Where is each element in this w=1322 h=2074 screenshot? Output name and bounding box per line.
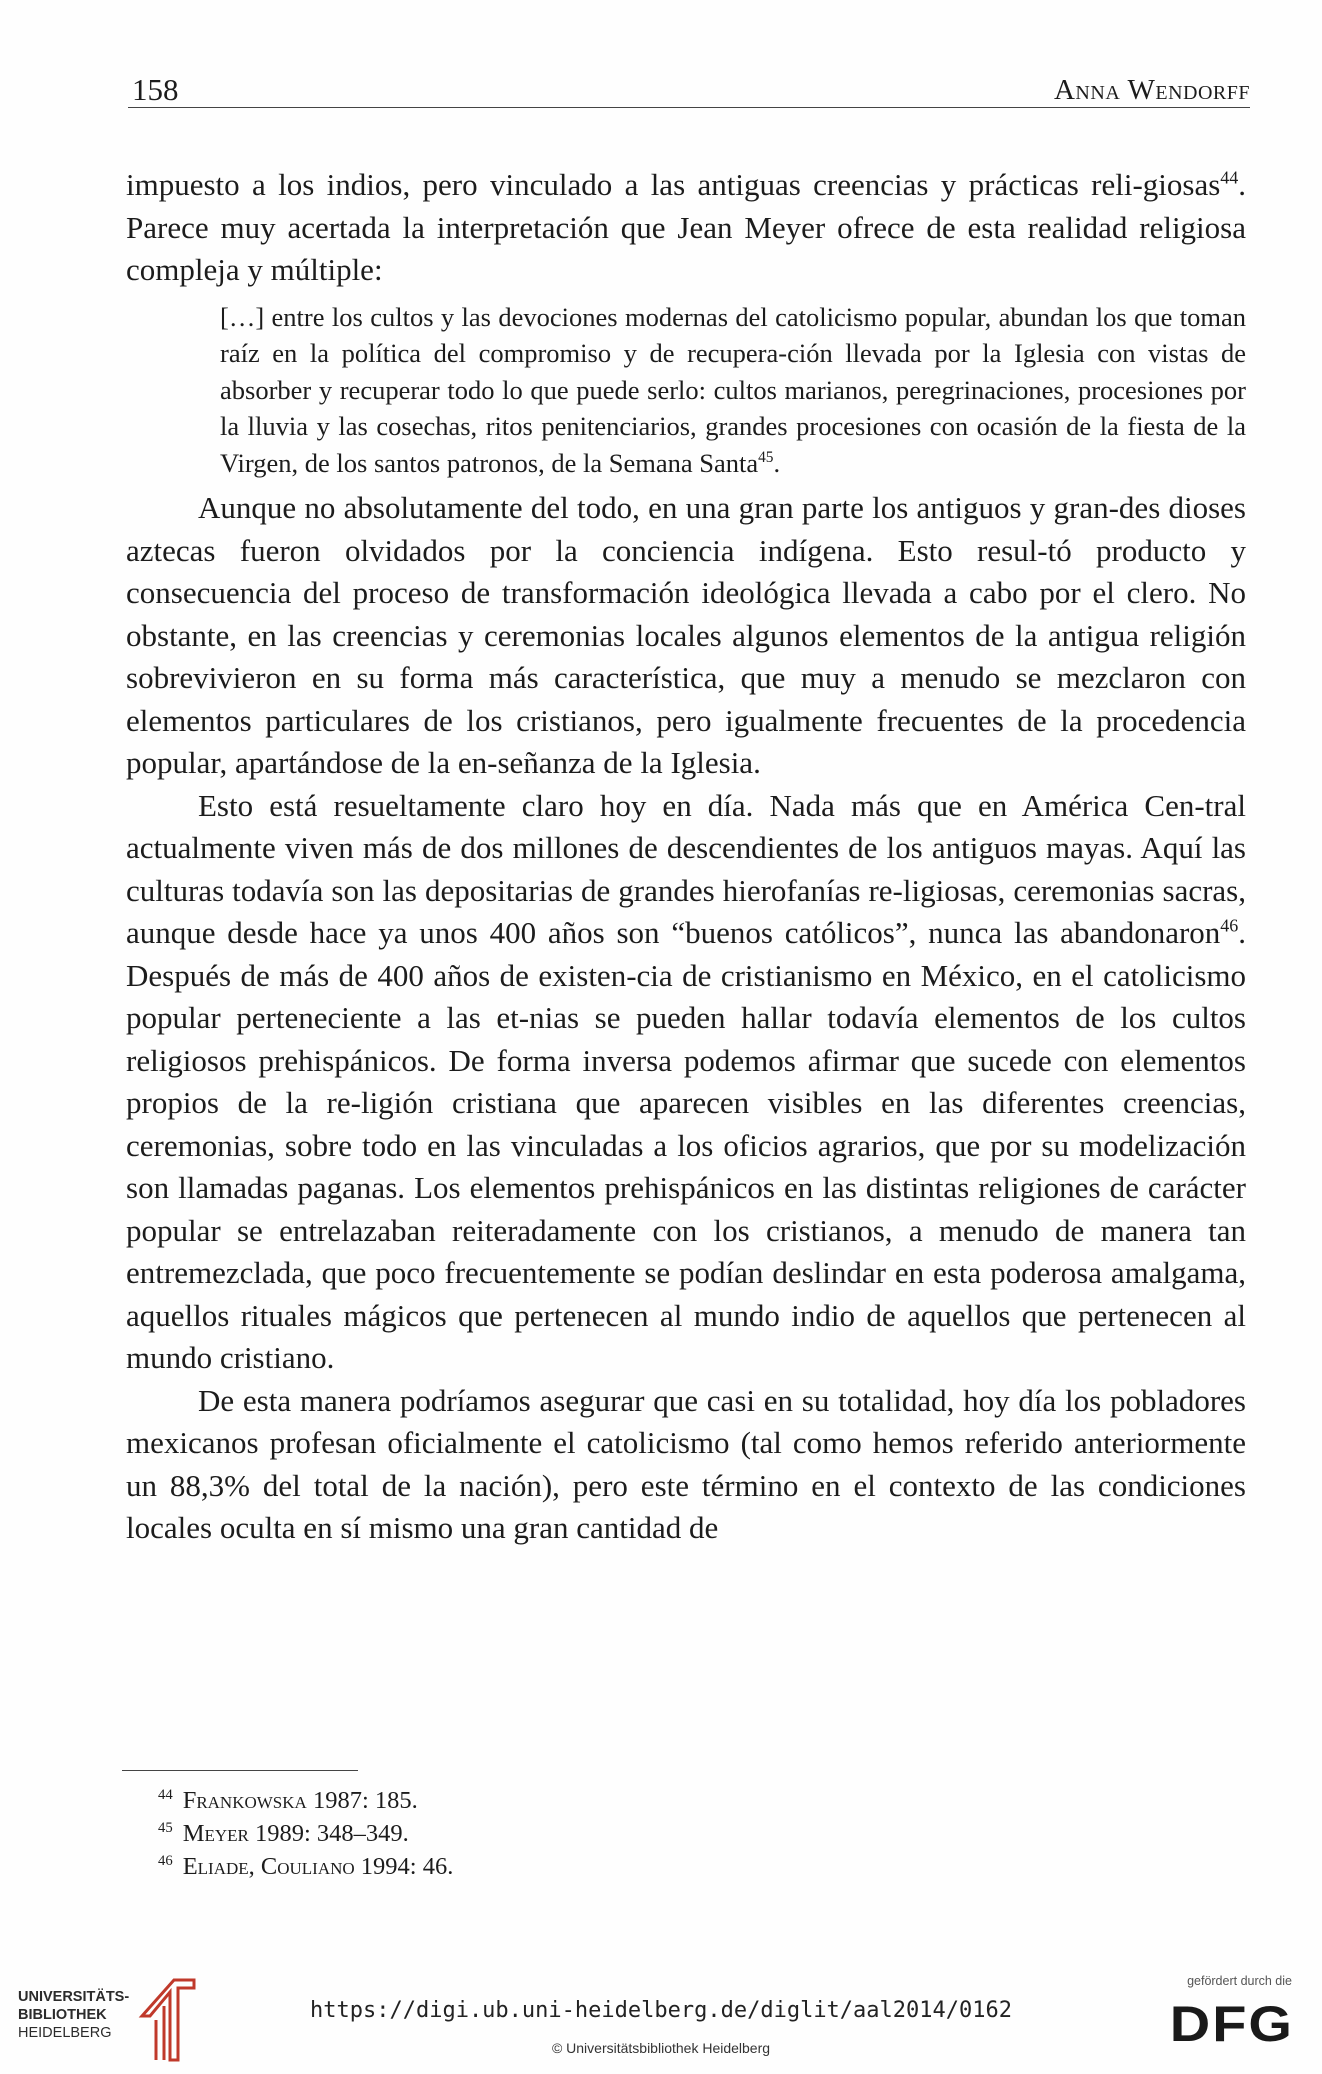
footnote-ref-45[interactable]: 45	[758, 449, 774, 467]
block-quote	[126, 299, 1246, 482]
footnote-45	[158, 1817, 453, 1850]
paragraph-3	[126, 785, 1246, 1380]
page-number: 158	[132, 72, 179, 107]
block-quote-end: .	[773, 447, 781, 478]
footnote-rule	[122, 1770, 358, 1771]
running-head: Anna Wendorff	[1053, 74, 1250, 106]
block-quote-wrap	[126, 299, 1246, 482]
dfg-logo-icon[interactable]: DFG	[1169, 1995, 1294, 2052]
footnote-author: Meyer	[182, 1820, 249, 1847]
permalink-url[interactable]: https://digi.ub.uni-heidelberg.de/diglit/aal2014/0162	[310, 1998, 1012, 2023]
paragraph-1-text-b: . Parece muy acertada la interpretación que Jean Meyer ofrece de esta realidad religiosa compleja y múltiple:	[126, 167, 1246, 287]
library-name-line-2: BIBLIOTHEK	[18, 2007, 107, 2023]
footnote-ref-46[interactable]: 46	[1220, 916, 1239, 937]
footnotes	[158, 1784, 453, 1883]
footnote-author: Eliade, Couliano	[182, 1853, 355, 1880]
body-text	[126, 164, 1246, 1550]
header-rule	[128, 107, 1250, 108]
paragraph-2: Aunque no absolutamente del todo, en una gran parte los antiguos y gran-des dioses aztecas fueron olvidados por la conciencia indígena. Esto resul-tó producto y consecuencia del proceso de transformación ideológica llevada a cabo por el clero. No obstante, en las creencias y ceremonias locales algunos elementos de la antigua religión sobrevivieron en su forma más característica, que muy a menudo se mezclaron con elementos particulares de los cristianos, pero igualmente frecuentes de la procedencia popular, apartándose de la en-señanza de la Iglesia.	[126, 490, 1246, 781]
paragraph-1	[126, 164, 1246, 292]
paragraph-3-text-a: Esto está resueltamente claro hoy en día. Nada más que en América Cen-tral actualmente viven más de dos millones de descendientes de los antiguos mayas. Aquí las culturas todavía son las depositarias de grandes hierofanías re-ligiosas, ceremonias sacras, aunque desde hace ya unos 400 años son “buenos católicos”, nunca las abandonaron	[126, 787, 1246, 951]
paragraph-1-text-a: impuesto a los indios, pero vinculado a las antiguas creencias y prácticas reli-giosas	[126, 167, 1221, 202]
funder-label: gefördert durch die	[1187, 1974, 1292, 1988]
footnote-citation: 1994: 46.	[354, 1853, 454, 1880]
footnote-number: 45	[158, 1819, 173, 1836]
footnote-44	[158, 1784, 453, 1817]
paragraph-4: De esta manera podríamos asegurar que casi en su totalidad, hoy día los pobladores mexicanos profesan oficialmente el catolicismo (tal como hemos referido anteriormente un 88,3% del total de la nación), pero este término en el contexto de las condiciones locales oculta en sí mismo una gran cantidad de	[126, 1382, 1246, 1546]
paragraph-3-text-b: . Después de más de 400 años de existen-cia de cristianismo en México, en el catolicismo popular perteneciente a las et-nias se pueden hallar todavía elementos de los cultos religiosos prehispánicos. De forma inversa podemos afirmar que sucede con elementos propios de la re-ligión cristiana que aparecen visibles en las diferentes creencias, ceremonias, sobre todo en las vinculadas a los oficios agrarios, que por su modelización son llamadas paganas. Los elementos prehispánicos en las distintas religiones de carácter popular se entrelazaban reiteradamente con los cristianos, a menudo de manera tan entremezclada, que poco frecuentemente se podían deslindar en esta poderosa amalgama, aquellos rituales mágicos que pertenecen al mundo indio de aquellos que pertenecen al mundo cristiano.	[126, 915, 1246, 1376]
copyright-notice: © Universitätsbibliothek Heidelberg	[551, 2040, 771, 2056]
footnote-ref-44[interactable]: 44	[1220, 167, 1239, 188]
footnote-citation: 1987: 185.	[306, 1787, 418, 1814]
footnote-author: Frankowska	[182, 1787, 307, 1814]
library-name-line-1: UNIVERSITÄTS-	[18, 1989, 130, 2005]
footnote-number: 46	[158, 1852, 173, 1869]
block-quote-text: […] entre los cultos y las devociones modernas del catolicismo popular, abundan los que toman raíz en la política del compromiso y de recupera-ción llevada por la Iglesia con vistas de absorber y recuperar todo lo que puede serlo: cultos marianos, peregrinaciones, procesiones por la lluvia y las cosechas, ritos penitenciarios, grandes procesiones con ocasión de la fiesta de la Virgen, de los santos patronos, de la Semana Santa	[220, 301, 1246, 478]
library-name-line-3: HEIDELBERG	[18, 2025, 112, 2041]
footnote-number: 44	[158, 1786, 173, 1803]
footnote-46	[158, 1850, 453, 1883]
footnote-citation: 1989: 348–349.	[248, 1820, 409, 1847]
